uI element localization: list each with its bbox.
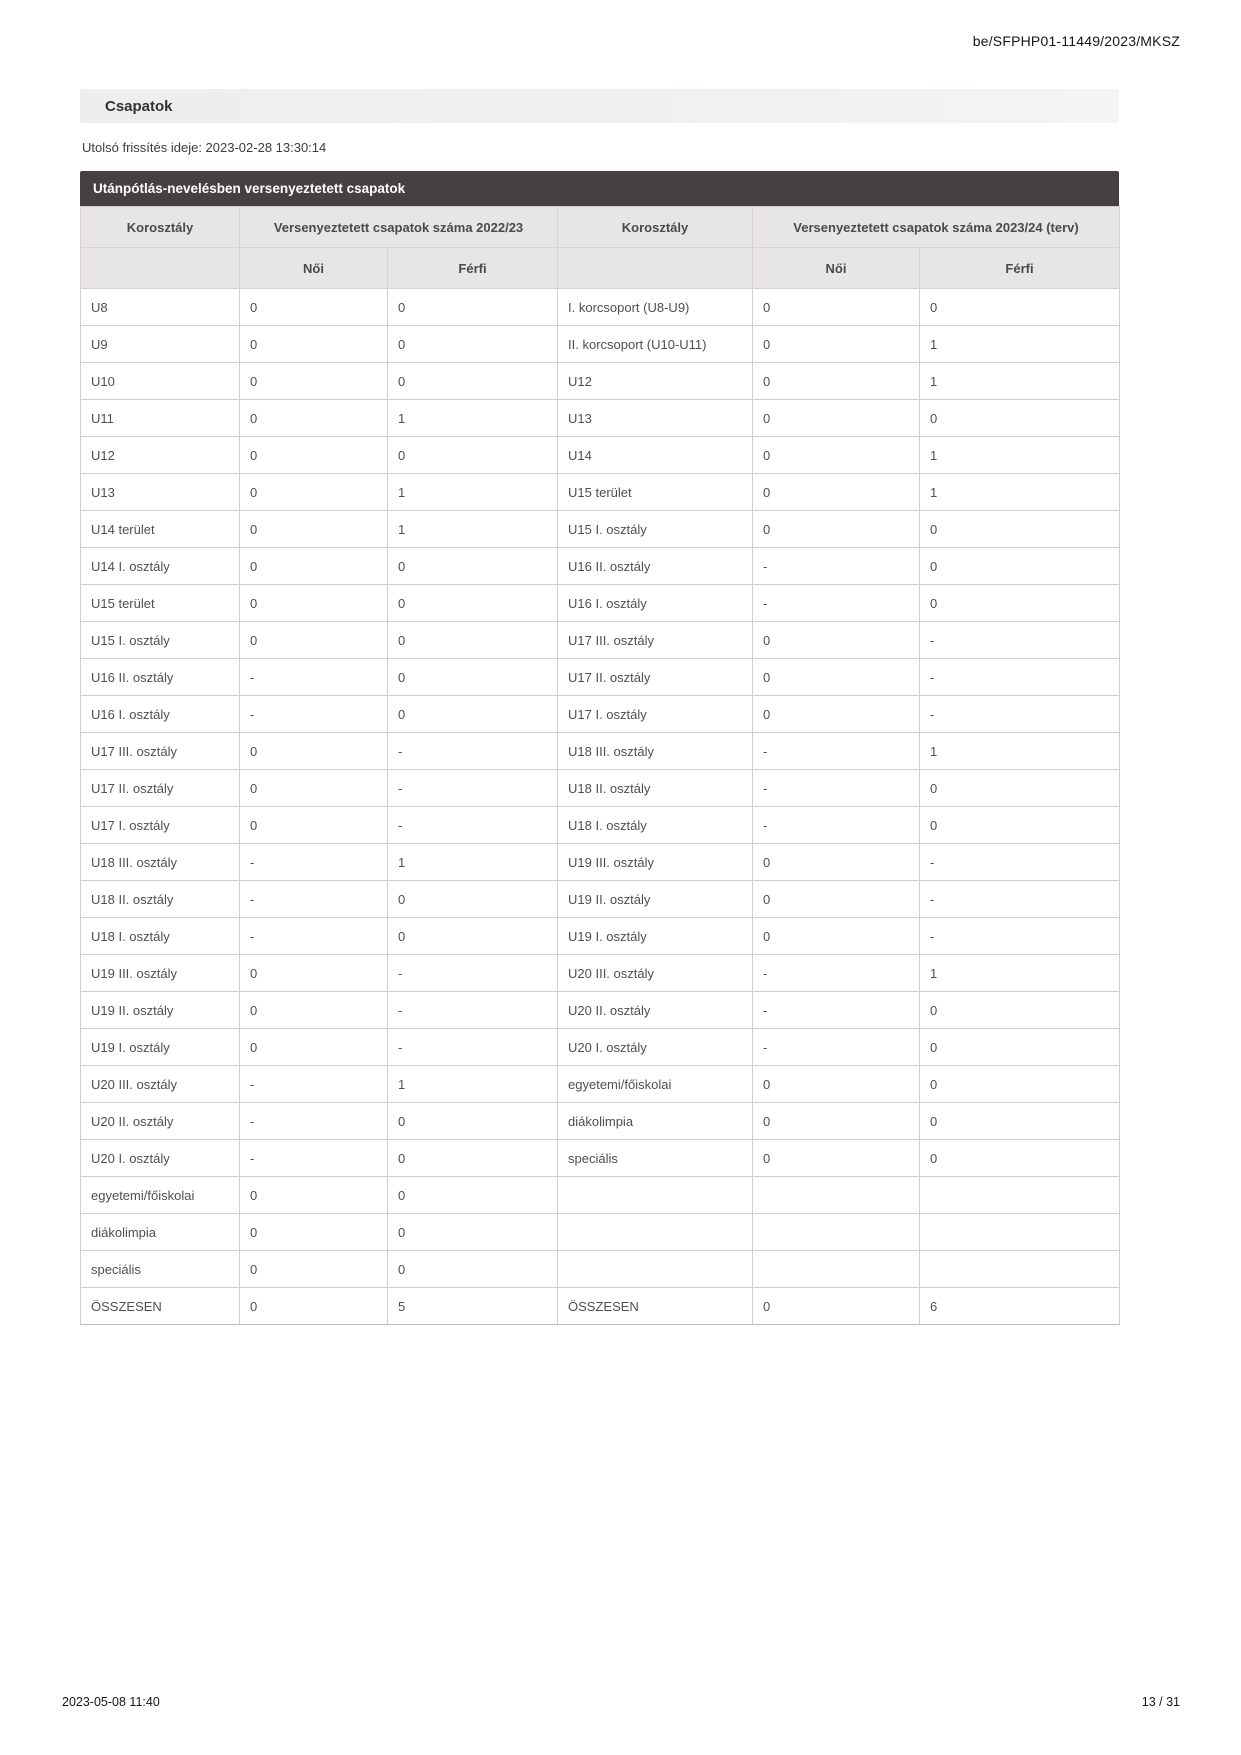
footer-datetime: 2023-05-08 11:40: [62, 1695, 160, 1709]
table-cell: 0: [388, 696, 558, 733]
section-title: Csapatok: [105, 97, 173, 115]
table-cell: 0: [240, 955, 388, 992]
table-cell: U18 I. osztály: [558, 807, 753, 844]
table-row: [81, 918, 1120, 955]
header-korosztaly-right: Korosztály: [558, 207, 753, 248]
table-cell: 1: [388, 511, 558, 548]
table-cell: 0: [388, 326, 558, 363]
table-cell: [558, 1177, 753, 1214]
table-cell: 0: [240, 733, 388, 770]
table-cell: ÖSSZESEN: [558, 1288, 753, 1325]
table-cell: 0: [920, 511, 1120, 548]
table-cell: 1: [388, 844, 558, 881]
table-cell: U20 II. osztály: [81, 1103, 240, 1140]
table-cell: 0: [753, 511, 920, 548]
table-cell: -: [920, 622, 1120, 659]
table-cell: 0: [753, 659, 920, 696]
table-cell: 0: [753, 437, 920, 474]
table-row: [81, 1029, 1120, 1066]
table-cell: 0: [388, 1177, 558, 1214]
table-cell: 0: [240, 1214, 388, 1251]
table-cell: 0: [240, 289, 388, 326]
table-cell: 0: [920, 289, 1120, 326]
table-cell: II. korcsoport (U10-U11): [558, 326, 753, 363]
table-cell: U20 II. osztály: [558, 992, 753, 1029]
table-cell: [920, 1251, 1120, 1288]
table-cell: 0: [753, 1288, 920, 1325]
table-cell: U17 I. osztály: [81, 807, 240, 844]
table-cell: U16 II. osztály: [558, 548, 753, 585]
table-cell: U15 I. osztály: [81, 622, 240, 659]
header-ferfi-left: Férfi: [388, 248, 558, 289]
table-cell: U19 III. osztály: [558, 844, 753, 881]
table-cell: 0: [240, 1177, 388, 1214]
table-cell: -: [920, 844, 1120, 881]
table-cell: U14: [558, 437, 753, 474]
table-body: [81, 289, 1120, 1325]
table-cell: -: [920, 696, 1120, 733]
table-cell: 0: [753, 326, 920, 363]
table-cell: U17 I. osztály: [558, 696, 753, 733]
table-cell: 0: [753, 289, 920, 326]
table-cell: 0: [388, 548, 558, 585]
table-cell: U20 III. osztály: [81, 1066, 240, 1103]
table-cell: -: [753, 955, 920, 992]
table-row: [81, 733, 1120, 770]
table-cell: 0: [920, 807, 1120, 844]
table-cell: -: [388, 1029, 558, 1066]
table-row: [81, 474, 1120, 511]
table-cell: U8: [81, 289, 240, 326]
document-reference: be/SFPHP01-11449/2023/MKSZ: [972, 33, 1180, 49]
table-cell: 0: [753, 400, 920, 437]
table-cell: -: [920, 659, 1120, 696]
table-cell: I. korcsoport (U8-U9): [558, 289, 753, 326]
header-noi-left: Női: [240, 248, 388, 289]
table-row: [81, 326, 1120, 363]
table-header: [81, 207, 1120, 289]
table-cell: -: [753, 992, 920, 1029]
table-cell: -: [753, 1029, 920, 1066]
table-cell: ÖSSZESEN: [81, 1288, 240, 1325]
table-cell: 0: [240, 1251, 388, 1288]
table-cell: U19 III. osztály: [81, 955, 240, 992]
table-cell: 0: [388, 918, 558, 955]
table-cell: -: [240, 1066, 388, 1103]
header-empty-left: [81, 248, 240, 289]
section-header-csapatok: [80, 89, 1119, 123]
table-cell: 0: [240, 548, 388, 585]
table-cell: [753, 1251, 920, 1288]
table-row: [81, 1288, 1120, 1325]
table-row: [81, 400, 1120, 437]
table-cell: [558, 1214, 753, 1251]
table-cell: 0: [240, 363, 388, 400]
table-cell: 0: [240, 400, 388, 437]
header-korosztaly-left: Korosztály: [81, 207, 240, 248]
table-cell: 0: [920, 548, 1120, 585]
table-row: [81, 807, 1120, 844]
table-cell: 0: [240, 474, 388, 511]
table-cell: U17 II. osztály: [558, 659, 753, 696]
table-cell: 0: [388, 363, 558, 400]
table-title-bar: Utánpótlás-nevelésben versenyeztetett csapatok: [80, 171, 1119, 206]
table-cell: -: [240, 1140, 388, 1177]
table-cell: 0: [920, 770, 1120, 807]
table-cell: 0: [388, 1103, 558, 1140]
table-cell: diákolimpia: [558, 1103, 753, 1140]
table-cell: U18 III. osztály: [81, 844, 240, 881]
table-row: [81, 770, 1120, 807]
table-cell: U12: [558, 363, 753, 400]
table-cell: 0: [753, 1066, 920, 1103]
table-cell: U20 III. osztály: [558, 955, 753, 992]
table-cell: 0: [920, 400, 1120, 437]
table-cell: 0: [240, 326, 388, 363]
table-cell: U16 I. osztály: [81, 696, 240, 733]
table-cell: U10: [81, 363, 240, 400]
table-cell: 0: [388, 585, 558, 622]
table-cell: 1: [920, 437, 1120, 474]
table-cell: U13: [558, 400, 753, 437]
table-cell: 0: [920, 1066, 1120, 1103]
table-row: [81, 437, 1120, 474]
table-cell: 5: [388, 1288, 558, 1325]
table-cell: [558, 1251, 753, 1288]
table-cell: 0: [388, 1140, 558, 1177]
table-cell: U18 III. osztály: [558, 733, 753, 770]
table-cell: U17 III. osztály: [81, 733, 240, 770]
table-cell: 6: [920, 1288, 1120, 1325]
table-cell: 0: [240, 511, 388, 548]
table-cell: 1: [920, 326, 1120, 363]
table-cell: [920, 1214, 1120, 1251]
header-noi-right: Női: [753, 248, 920, 289]
table-cell: U18 I. osztály: [81, 918, 240, 955]
table-cell: U19 II. osztály: [81, 992, 240, 1029]
table-row: [81, 1103, 1120, 1140]
table-cell: 1: [388, 1066, 558, 1103]
table-row: [81, 881, 1120, 918]
table-cell: 0: [240, 1288, 388, 1325]
table-cell: [753, 1214, 920, 1251]
teams-table-block: [80, 171, 1119, 1325]
header-empty-right: [558, 248, 753, 289]
last-update-text: Utolsó frissítés ideje: 2023-02-28 13:30:14: [82, 140, 327, 155]
table-cell: -: [388, 955, 558, 992]
table-cell: 1: [388, 400, 558, 437]
table-row: [81, 1140, 1120, 1177]
table-cell: 0: [753, 881, 920, 918]
table-row: [81, 363, 1120, 400]
table-cell: 1: [920, 363, 1120, 400]
table-cell: U20 I. osztály: [558, 1029, 753, 1066]
table-cell: U14 I. osztály: [81, 548, 240, 585]
table-cell: 0: [240, 437, 388, 474]
table-cell: -: [920, 918, 1120, 955]
table-cell: [753, 1177, 920, 1214]
table-cell: U16 I. osztály: [558, 585, 753, 622]
table-cell: diákolimpia: [81, 1214, 240, 1251]
table-cell: 0: [753, 696, 920, 733]
table-cell: 0: [240, 992, 388, 1029]
table-cell: U14 terület: [81, 511, 240, 548]
table-cell: 0: [388, 1214, 558, 1251]
table-row: [81, 844, 1120, 881]
table-cell: 1: [388, 474, 558, 511]
table-row: [81, 1066, 1120, 1103]
table-row: [81, 1214, 1120, 1251]
table-cell: 0: [388, 289, 558, 326]
teams-table: [80, 206, 1120, 1325]
table-cell: -: [240, 844, 388, 881]
table-cell: 0: [753, 918, 920, 955]
table-cell: 0: [388, 881, 558, 918]
table-row: [81, 511, 1120, 548]
table-row: [81, 622, 1120, 659]
table-cell: U19 I. osztály: [81, 1029, 240, 1066]
header-row-gender: [81, 248, 1120, 289]
table-cell: 0: [388, 437, 558, 474]
table-cell: egyetemi/főiskolai: [558, 1066, 753, 1103]
table-row: [81, 1177, 1120, 1214]
table-row: [81, 548, 1120, 585]
table-row: [81, 696, 1120, 733]
header-season-2022-23: Versenyeztetett csapatok száma 2022/23: [240, 207, 558, 248]
table-cell: -: [753, 548, 920, 585]
table-row: [81, 992, 1120, 1029]
table-cell: -: [240, 881, 388, 918]
table-cell: 0: [240, 770, 388, 807]
table-cell: U13: [81, 474, 240, 511]
table-cell: 0: [753, 1140, 920, 1177]
table-cell: 0: [240, 807, 388, 844]
table-cell: 0: [388, 622, 558, 659]
table-cell: 0: [753, 1103, 920, 1140]
table-cell: U16 II. osztály: [81, 659, 240, 696]
table-cell: 0: [240, 622, 388, 659]
table-cell: -: [240, 696, 388, 733]
table-row: [81, 585, 1120, 622]
header-row-groups: [81, 207, 1120, 248]
table-cell: 0: [240, 585, 388, 622]
table-cell: -: [388, 992, 558, 1029]
table-cell: 1: [920, 474, 1120, 511]
table-cell: 0: [920, 992, 1120, 1029]
table-cell: -: [388, 770, 558, 807]
table-cell: -: [240, 1103, 388, 1140]
table-cell: -: [753, 733, 920, 770]
table-cell: 0: [920, 1103, 1120, 1140]
header-season-2023-24: Versenyeztetett csapatok száma 2023/24 (terv): [753, 207, 1120, 248]
table-cell: 0: [920, 585, 1120, 622]
table-cell: U17 III. osztály: [558, 622, 753, 659]
table-row: [81, 659, 1120, 696]
table-cell: 0: [388, 659, 558, 696]
table-cell: -: [388, 807, 558, 844]
table-cell: U18 II. osztály: [81, 881, 240, 918]
table-cell: -: [753, 807, 920, 844]
footer-page-number: 13 / 31: [1141, 1695, 1180, 1709]
table-cell: 0: [920, 1140, 1120, 1177]
table-cell: [920, 1177, 1120, 1214]
table-cell: -: [753, 585, 920, 622]
table-cell: 0: [240, 1029, 388, 1066]
table-cell: U12: [81, 437, 240, 474]
table-cell: -: [240, 918, 388, 955]
table-cell: U15 terület: [81, 585, 240, 622]
table-cell: -: [753, 770, 920, 807]
table-cell: U19 II. osztály: [558, 881, 753, 918]
header-ferfi-right: Férfi: [920, 248, 1120, 289]
table-cell: egyetemi/főiskolai: [81, 1177, 240, 1214]
table-cell: 1: [920, 733, 1120, 770]
table-cell: 0: [753, 363, 920, 400]
table-cell: U9: [81, 326, 240, 363]
table-row: [81, 289, 1120, 326]
table-cell: U11: [81, 400, 240, 437]
table-row: [81, 1251, 1120, 1288]
table-cell: 0: [753, 474, 920, 511]
table-row: [81, 955, 1120, 992]
table-cell: U20 I. osztály: [81, 1140, 240, 1177]
table-cell: -: [240, 659, 388, 696]
table-cell: -: [388, 733, 558, 770]
table-cell: speciális: [558, 1140, 753, 1177]
table-cell: U19 I. osztály: [558, 918, 753, 955]
table-cell: U17 II. osztály: [81, 770, 240, 807]
table-cell: U15 I. osztály: [558, 511, 753, 548]
table-cell: 1: [920, 955, 1120, 992]
table-cell: U15 terület: [558, 474, 753, 511]
table-cell: 0: [388, 1251, 558, 1288]
table-cell: -: [920, 881, 1120, 918]
table-cell: 0: [920, 1029, 1120, 1066]
table-cell: U18 II. osztály: [558, 770, 753, 807]
table-cell: speciális: [81, 1251, 240, 1288]
table-cell: 0: [753, 844, 920, 881]
table-cell: 0: [753, 622, 920, 659]
